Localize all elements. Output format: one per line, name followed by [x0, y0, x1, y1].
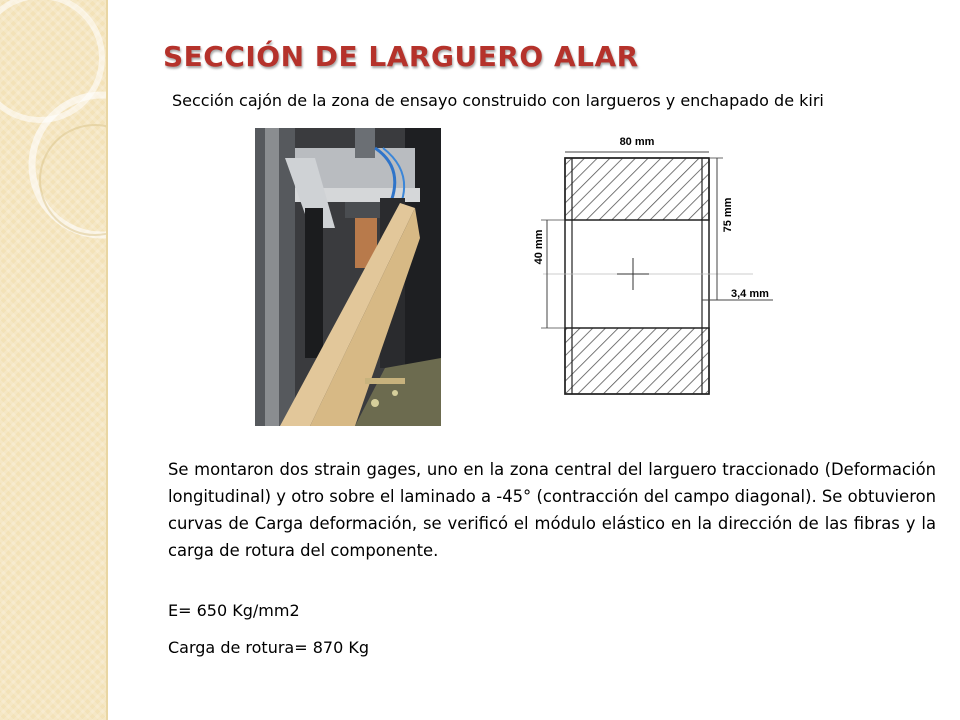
- elastic-modulus-value: E= 650 Kg/mm2: [168, 601, 300, 620]
- width-label: 80 mm: [619, 136, 655, 148]
- inner-height-label: 40 mm: [533, 229, 545, 265]
- test-setup-photo: [255, 128, 441, 426]
- top-flange: [565, 158, 709, 220]
- breaking-load-value: Carga de rotura= 870 Kg: [168, 638, 369, 657]
- thickness-label: 3,4 mm: [731, 288, 769, 300]
- height-label: 75 mm: [722, 197, 734, 233]
- decorative-sidebar: [0, 0, 108, 720]
- bottom-flange: [565, 328, 709, 394]
- slide-title: SECCIÓN DE LARGUERO ALAR: [163, 40, 639, 73]
- cross-section-diagram: [523, 130, 783, 400]
- sidebar-circles-decoration: [0, 0, 106, 720]
- description-paragraph: Se montaron dos strain gages, uno en la zona central del larguero traccionado (Deformación longitudinal) y otro sobre el laminado a -45° (contracción del campo diagonal). Se obtuvieron curvas de Carga deformación, se verificó el módulo elástico en la dirección de las fibras y la carga de rotura del componente.: [168, 460, 936, 560]
- slide-subtitle: Sección cajón de la zona de ensayo construido con largueros y enchapado de kiri: [172, 91, 824, 110]
